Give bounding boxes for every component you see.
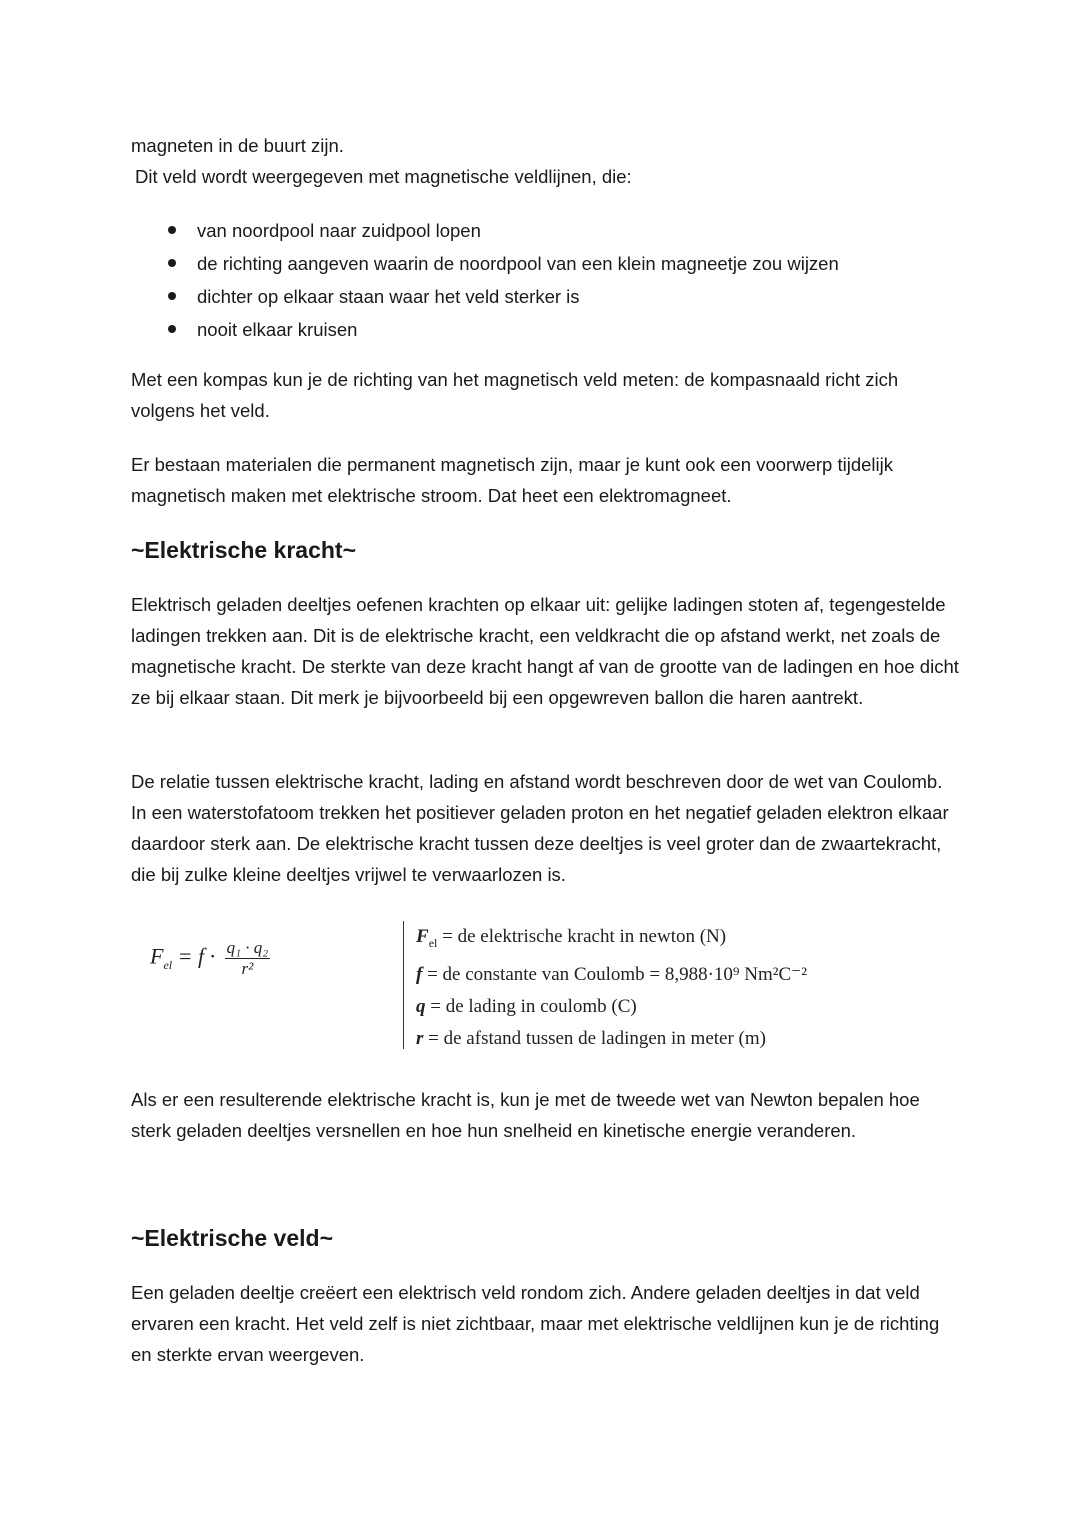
heading-elektrische-veld: ~Elektrische veld~	[131, 1225, 334, 1251]
paragraph-elektrische-veld: Een geladen deeltje creëert een elektrisch veld rondom zich. Andere geladen deeltjes in dat veld ervaren een kracht. Het veld zelf is niet zichtbaar, maar met elektrische veldlijnen kun je de richting en sterkte ervan weergeven.	[131, 1282, 940, 1365]
paragraph-materialen: Er bestaan materialen die permanent magnetisch zijn, maar je kunt ook een voorwerp tijdelijk magnetisch maken met elektrische stroom. Dat heet een elektromagneet.	[131, 454, 893, 506]
coulomb-formula: $F_{el} = f$ · $\frac{\text{q₁ · q₂}}{\text{r²}}$	[150, 938, 269, 978]
legend-row: $F_{el}$ = de elektrische kracht in newton (N)	[416, 926, 727, 950]
list-item: dichter op elkaar staan waar het veld sterker is	[131, 280, 961, 313]
list-item: van noordpool naar zuidpool lopen	[131, 214, 961, 247]
intro-line-1: magneten in de buurt zijn.	[131, 135, 344, 156]
list-item: de richting aangeven waarin de noordpool van een klein magneetje zou wijzen	[131, 247, 961, 280]
paragraph-newton: Als er een resulterende elektrische kracht is, kun je met de tweede wet van Newton bepalen hoe sterk geladen deeltjes versnellen en hoe hun snelheid en kinetische energie veranderen.	[131, 1089, 920, 1141]
bullet-icon	[168, 325, 176, 333]
paragraph-coulomb: De relatie tussen elektrische kracht, lading en afstand wordt beschreven door de wet van Coulomb. In een waterstofatoom trekken het positiever geladen proton en het negatief geladen elektron elkaar daardoor sterk aan. De elektrische kracht tussen deze deeltjes is veel groter dan de zwaartekracht, die bij zulke kleine deeltjes vrijwel te verwaarlozen is.	[131, 771, 949, 885]
intro-line-2: Dit veld wordt weergegeven met magnetische veldlijnen, die:	[135, 166, 632, 187]
list-item: nooit elkaar kruisen	[131, 313, 961, 346]
legend-row: q = de lading in coulomb (C)	[416, 995, 637, 1017]
bullet-icon	[168, 259, 176, 267]
bullet-icon	[168, 292, 176, 300]
heading-elektrische-kracht: ~Elektrische kracht~	[131, 537, 357, 563]
formula-legend	[403, 921, 807, 1049]
field-line-properties-list	[131, 214, 961, 346]
paragraph-kompas: Met een kompas kun je de richting van het magnetisch veld meten: de kompasnaald richt zich volgens het veld.	[131, 369, 899, 421]
formula-fraction: $\frac{\text{q₁ · q₂}}{\text{r²}}$	[226, 938, 269, 978]
bullet-icon	[168, 226, 176, 234]
legend-row: f = de constante van Coulomb = 8,988·10⁹ Nm²C⁻²	[416, 963, 807, 985]
legend-row: r = de afstand tussen de ladingen in meter (m)	[416, 1027, 766, 1049]
paragraph-elektrische-kracht: Elektrisch geladen deeltjes oefenen krachten op elkaar uit: gelijke ladingen stoten af, tegengestelde ladingen trekken aan. Dit is de elektrische kracht, een veldkracht die op afstand werkt, net zoals de magnetische kracht. De sterkte van deze kracht hangt af van de grootte van de ladingen en hoe dicht ze bij elkaar staan. Dit merk je bijvoorbeeld bij een opgewreven ballon die haren aantrekt.	[131, 594, 959, 708]
